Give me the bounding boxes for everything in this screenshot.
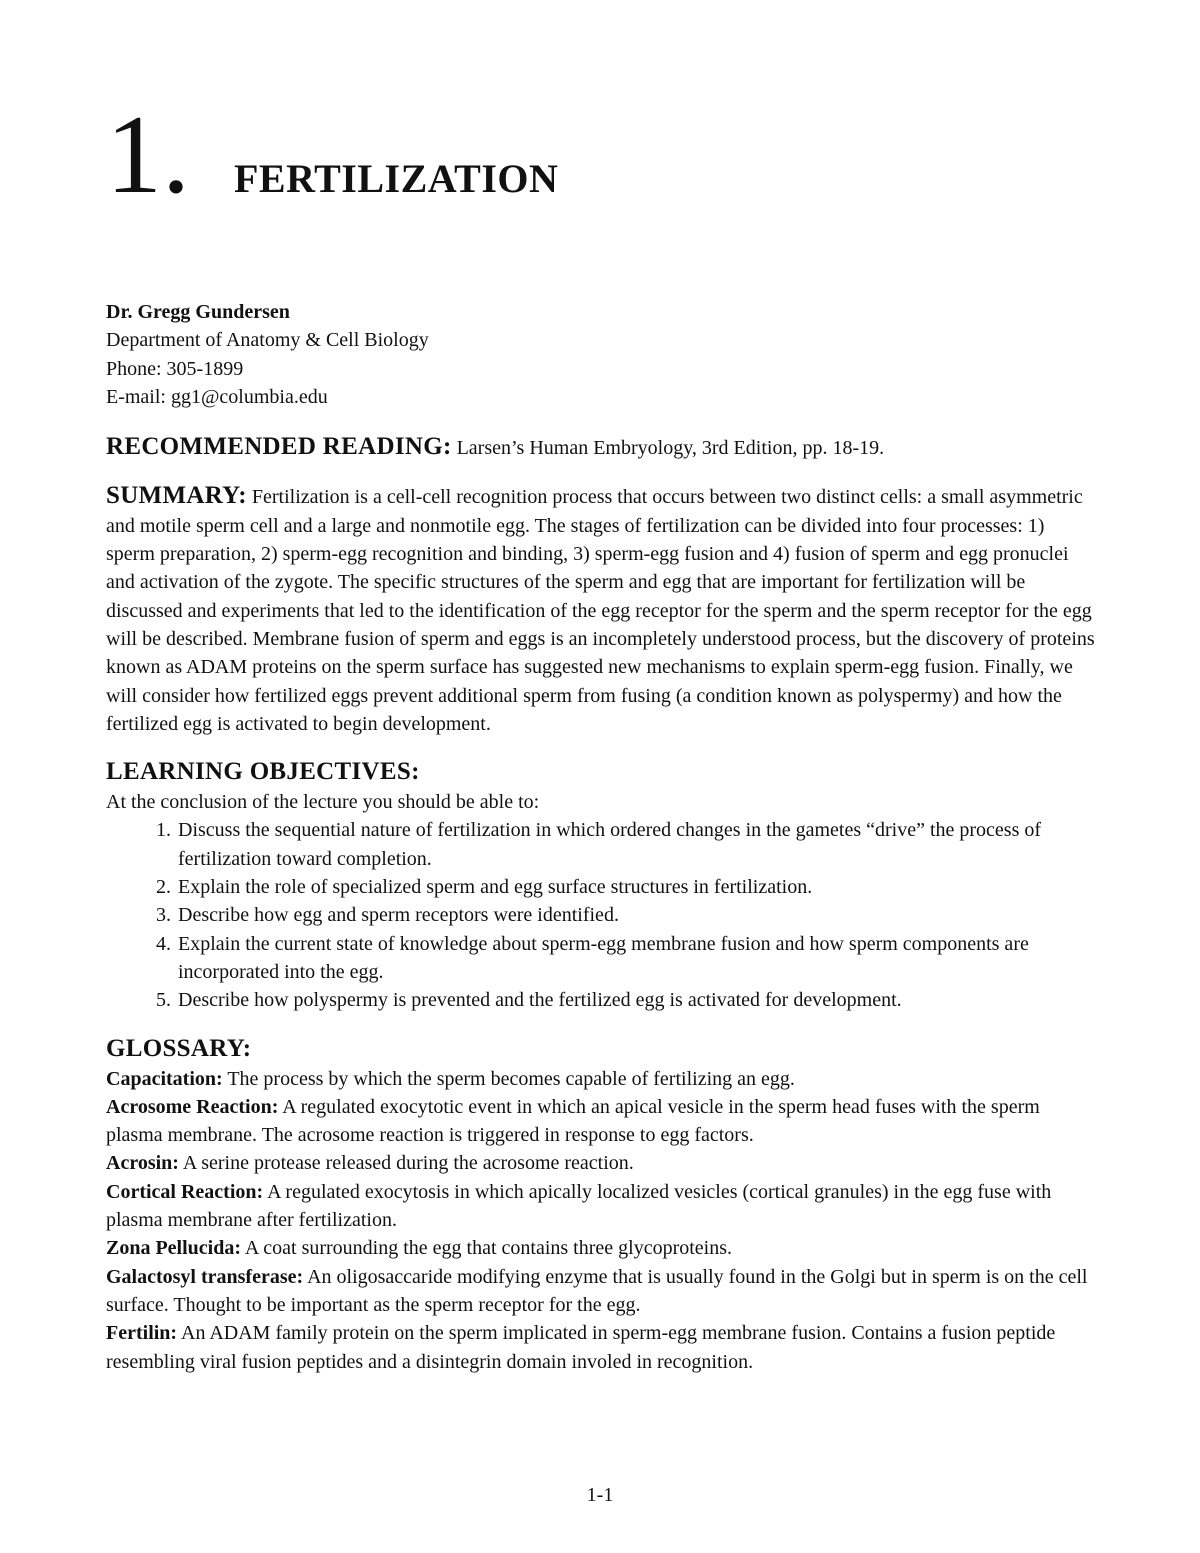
chapter-number: 1.	[106, 93, 190, 217]
recommended-reading-heading: RECOMMENDED READING:	[106, 433, 452, 461]
glossary-definition: The process by which the sperm becomes capable of fertilizing an egg.	[227, 1067, 795, 1090]
glossary-term: Fertilin:	[106, 1322, 178, 1345]
glossary-definition: A regulated exocytotic event in which an apical vesicle in the sperm head fuses with the sperm plasma membrane. The acrosome reaction is triggered in response to egg factors.	[106, 1095, 1040, 1147]
author-department: Department of Anatomy & Cell Biology	[106, 329, 429, 352]
summary-section	[106, 482, 1096, 738]
recommended-reading-paragraph	[106, 433, 1096, 462]
author-phone: Phone: 305-1899	[106, 357, 244, 380]
glossary-term: Acrosome Reaction:	[106, 1095, 279, 1118]
glossary-definition: A serine protease released during the acrosome reaction.	[182, 1152, 634, 1175]
glossary-section	[106, 1033, 1096, 1376]
author-name: Dr. Gregg Gundersen	[106, 301, 290, 323]
glossary-term: Acrosin:	[106, 1152, 179, 1175]
recommended-reading-section	[106, 433, 1096, 462]
glossary-term: Galactosyl transferase:	[106, 1265, 304, 1288]
learning-objectives-intro: At the conclusion of the lecture you should be able to:	[106, 791, 540, 814]
list-item: 2. Explain the role of specialized sperm and egg surface structures in fertilization.	[176, 873, 1096, 901]
glossary-term: Zona Pellucida:	[106, 1237, 242, 1260]
author-email: E-mail: gg1@columbia.edu	[106, 385, 328, 408]
list-item: 1. Discuss the sequential nature of fertilization in which ordered changes in the gametes “drive” the process of fertilization toward completion.	[176, 816, 1096, 873]
glossary-entry	[106, 1178, 1096, 1235]
glossary-heading: GLOSSARY:	[106, 1034, 252, 1062]
glossary-definition: An ADAM family protein on the sperm implicated in sperm-egg membrane fusion. Contains a fusion peptide resembling viral fusion peptides and a disintegrin domain involed in recognition.	[106, 1322, 1056, 1373]
glossary-definition: An oligosaccaride modifying enzyme that is usually found in the Golgi but in sperm is on the cell surface. Thought to be important as the sperm receptor for the egg.	[106, 1265, 1088, 1316]
glossary-entry	[106, 1234, 1096, 1262]
glossary-entry	[106, 1319, 1096, 1376]
chapter-heading	[106, 95, 558, 215]
list-item: 4. Explain the current state of knowledge about sperm-egg membrane fusion and how sperm components are incorporated into the egg.	[176, 930, 1096, 987]
glossary-entry	[106, 1263, 1096, 1320]
glossary-entry	[106, 1149, 1096, 1177]
document-content	[106, 298, 1096, 1376]
glossary-definition: A regulated exocytosis in which apically localized vesicles (cortical granules) in the egg fuse with plasma membrane after fertilization.	[106, 1180, 1052, 1232]
learning-objectives-list	[106, 816, 1096, 1014]
glossary-entry	[106, 1093, 1096, 1150]
glossary-entry	[106, 1065, 1096, 1093]
chapter-title: FERTILIZATION	[234, 156, 559, 201]
learning-objectives-heading: LEARNING OBJECTIVES:	[106, 758, 420, 786]
list-item: 5. Describe how polyspermy is prevented and the fertilized egg is activated for development.	[176, 986, 1096, 1014]
summary-paragraph	[106, 482, 1096, 738]
learning-objectives-section	[106, 756, 1096, 1014]
summary-heading: SUMMARY:	[106, 482, 247, 510]
list-item: 3. Describe how egg and sperm receptors were identified.	[176, 901, 1096, 929]
summary-text: Fertilization is a cell-cell recognition process that occurs between two distinct cells: a small asymmetric and motile sperm cell and a large and nonmotile egg. The stages of fertilization can be divided into four processes: 1) sperm preparation, 2) sperm-egg recognition and binding, 3) sperm-egg fusion and 4) fusion of sperm and egg pronuclei and activation of the zygote. The specific structures of the sperm and egg that are important for fertilization will be discussed and experiments that led to the identification of the egg receptor for the sperm and the sperm receptor for the egg will be described. Membrane fusion of sperm and eggs is an incompletely understood process, but the discovery of proteins known as ADAM proteins on the sperm surface has suggested new mechanisms to explain sperm-egg fusion. Finally, we will consider how fertilized eggs prevent additional sperm from fusing (a condition known as polyspermy) and how the fertilized egg is activated to begin development.	[106, 486, 1095, 735]
glossary-definition: A coat surrounding the egg that contains three glycoproteins.	[244, 1237, 733, 1260]
glossary-term: Cortical Reaction:	[106, 1180, 264, 1203]
recommended-reading-text: Larsen’s Human Embryology, 3rd Edition, pp. 18-19.	[456, 437, 885, 460]
page-number: 1-1	[586, 1484, 614, 1506]
glossary-term: Capacitation:	[106, 1067, 223, 1090]
author-block	[106, 298, 1096, 411]
